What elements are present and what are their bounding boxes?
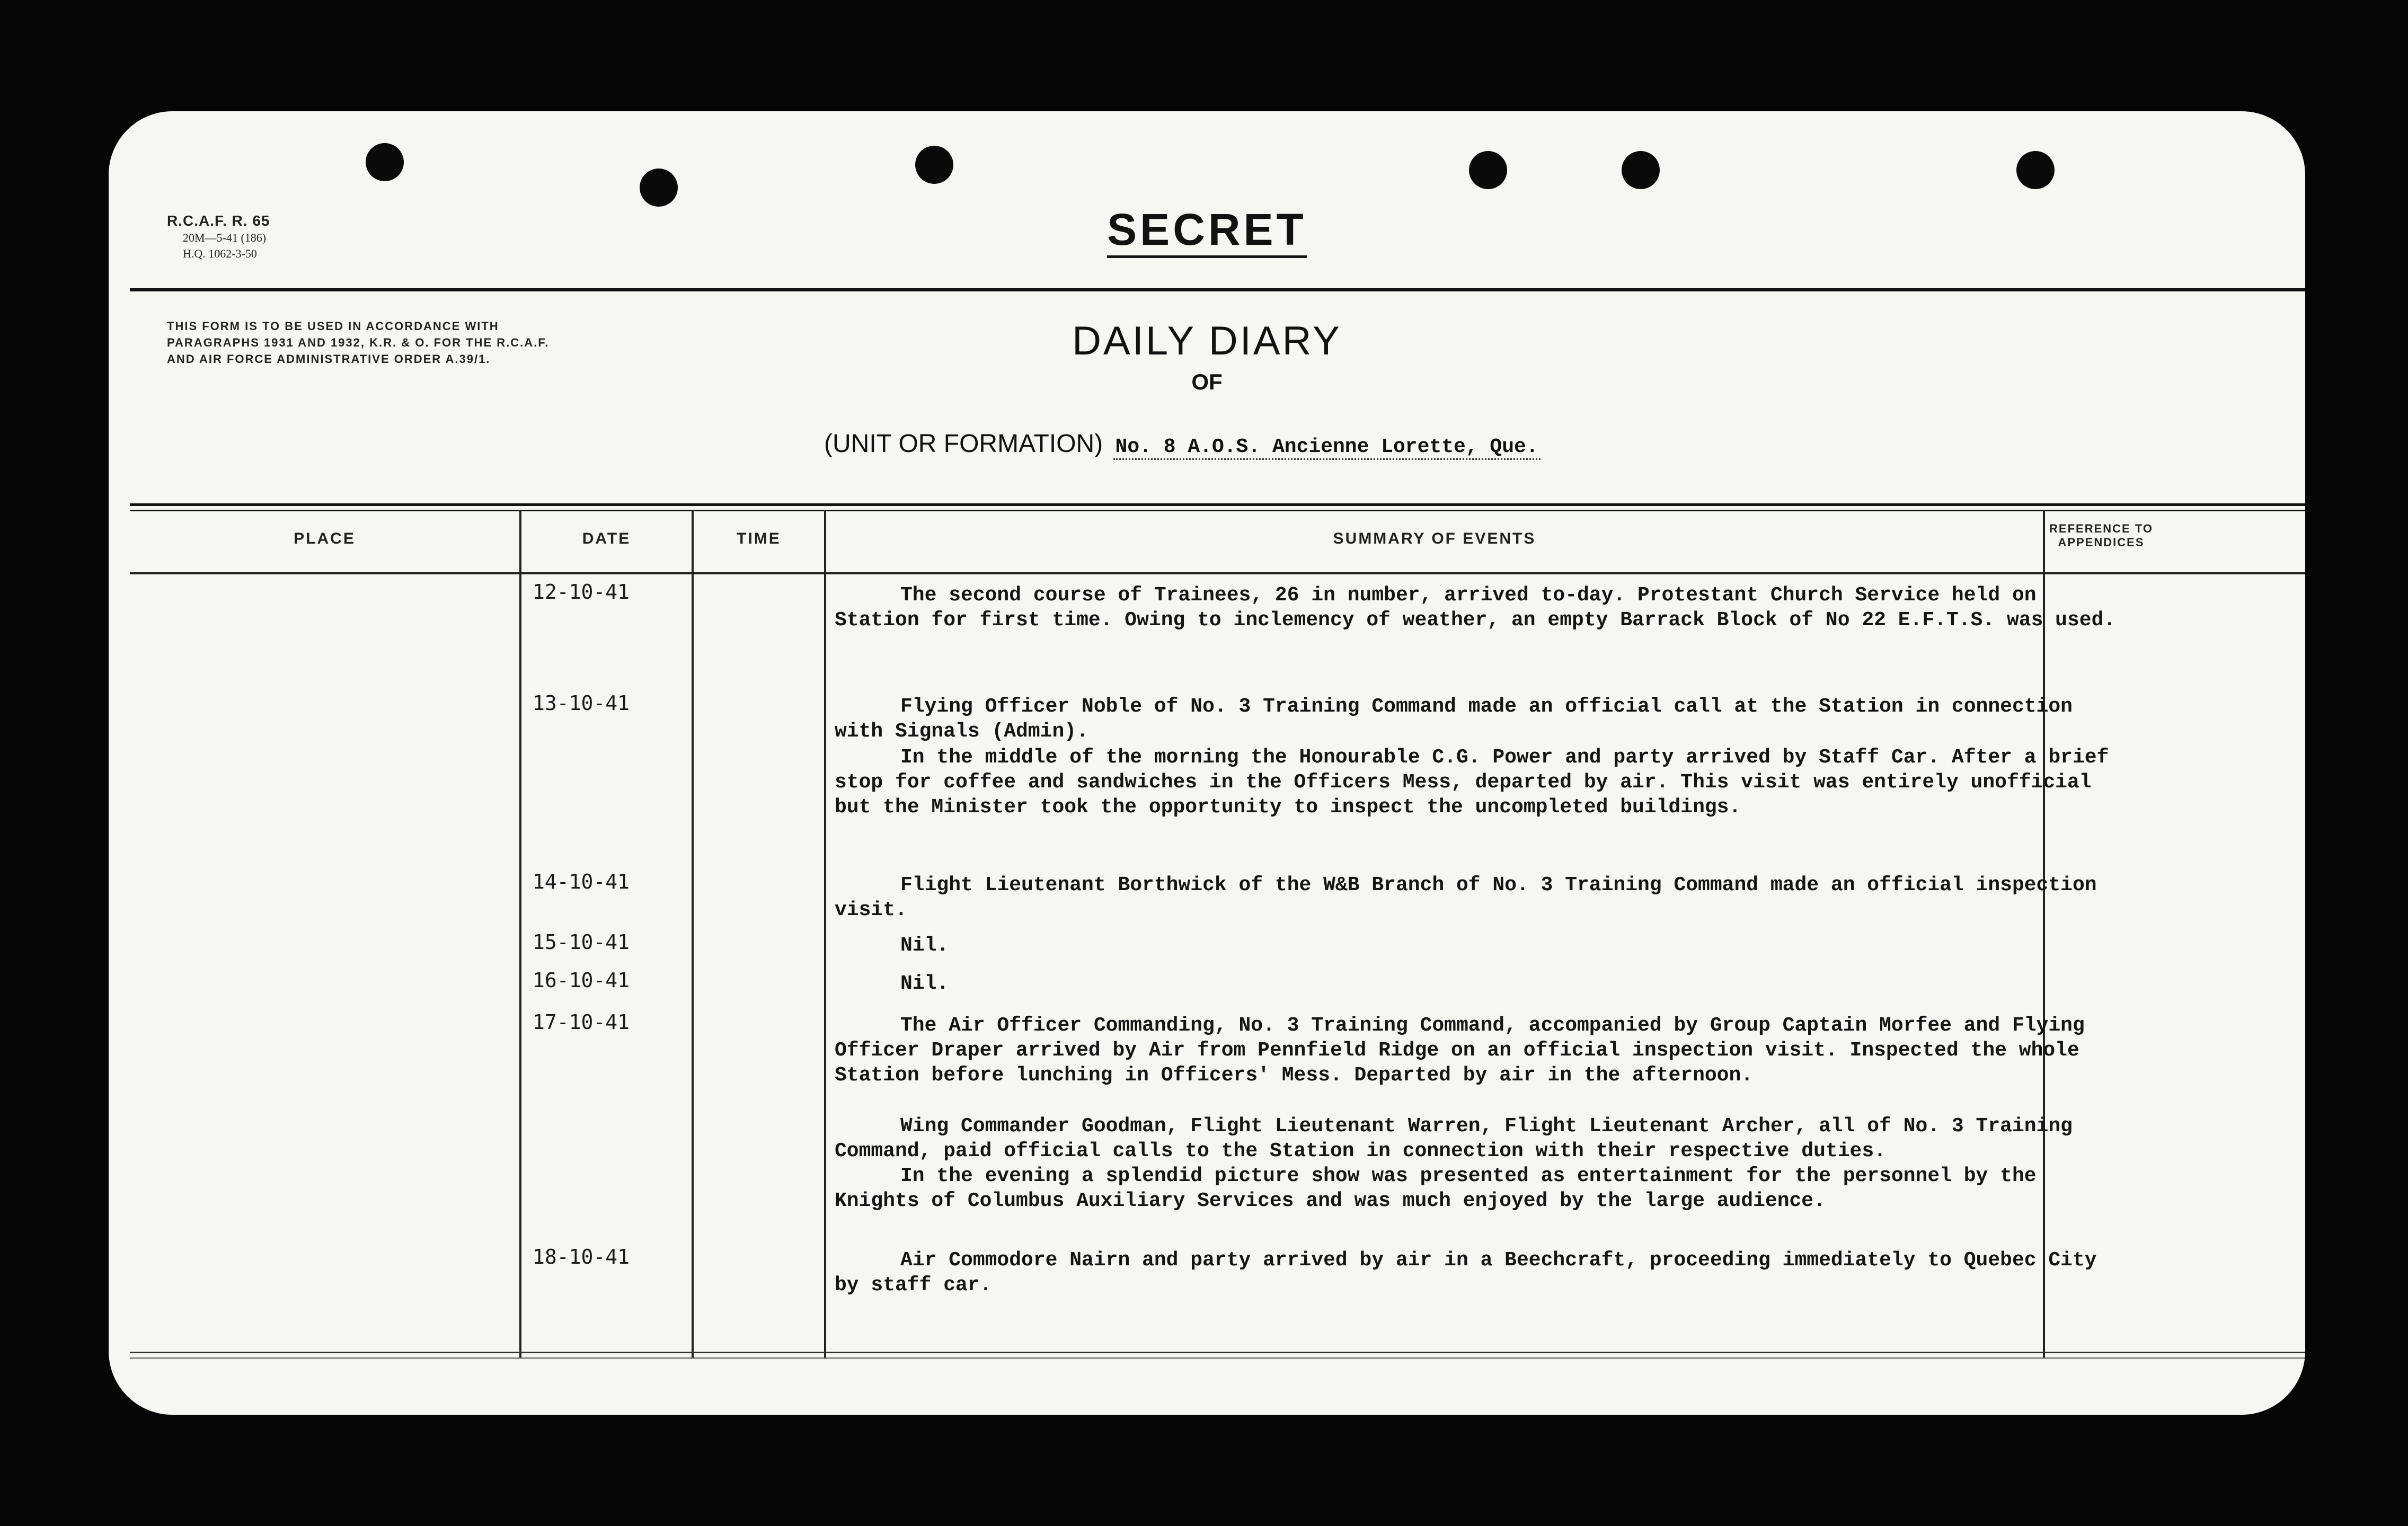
punch-hole [1469,151,1507,189]
column-header-place: PLACE [294,530,356,547]
entry-date: 15-10-41 [533,930,630,954]
column-header-summary: SUMMARY OF EVENTS [1333,530,1536,547]
punch-hole [640,168,678,207]
divider [130,1358,2305,1359]
entry-paragraph: In the middle of the morning the Honourable C.G. Power and party arrived by Staff Car. After a brief stop for coffee and sandwiches in the Officers Mess, departed by air. This visit was entirely unofficial but the Minister took the opportunity to inspect the uncompleted buildings. [835,746,2109,819]
divider [130,1352,2305,1353]
form-code-line: R.C.A.F. R. 65 [167,212,270,229]
column-divider [824,510,826,1358]
column-divider [519,510,521,1358]
unit-label: (UNIT OR FORMATION) [824,430,1103,458]
punch-hole [1622,151,1660,189]
entry-date: 13-10-41 [533,691,630,715]
column-header-date: DATE [582,530,631,547]
divider [130,288,2305,291]
entry-date: 12-10-41 [533,580,630,604]
column-header-time: TIME [737,530,781,547]
entry-paragraph: Nil. [900,934,949,957]
divider [130,510,2305,511]
entry-paragraph: The second course of Trainees, 26 in number, arrived to-day. Protestant Church Service held on Station for first time. Owing to inclemency of weather, an empty Barrack Block of No 22 E.F.T.S. was used. [835,584,2116,632]
divider [130,572,2305,574]
entry-date: 16-10-41 [533,969,630,992]
punch-hole [915,146,953,184]
form-code-line: H.Q. 1062-3-50 [183,247,257,260]
form-instructions: THIS FORM IS TO BE USED IN ACCORDANCE WITH PARAGRAPHS 1931 AND 1932, K.R. & O. FOR THE R.C.A.F. AND AIR FORCE ADMINISTRATIVE ORDER A.39/1. [167,320,550,366]
entry-paragraph: In the evening a splendid picture show was presented as entertainment for the personnel by the Knights of Columbus Auxiliary Services and was much enjoyed by the large audience. [835,1165,2037,1212]
entry-paragraph: Flight Lieutenant Borthwick of the W&B Branch of No. 3 Training Command made an official inspection visit. [835,874,2097,921]
entry-paragraph: The Air Officer Commanding, No. 3 Training Command, accompanied by Group Captain Morfee and Flying Officer Draper arrived by Air from Pennfield Ridge on an official inspection visit. Inspected the whole Station before lunching in Officers' Mess. Departed by air in the afternoon. [835,1014,2085,1087]
unit-row [824,429,1541,458]
column-divider [692,510,694,1358]
form-code-line: 20M—5-41 (186) [183,231,267,244]
classification-heading: SECRET [109,204,2305,255]
punch-hole [2016,151,2055,189]
page-title: DAILY DIARY [1072,318,1342,363]
column-header-reference: REFERENCE TO APPENDICES [2049,522,2153,549]
entry-date: 14-10-41 [533,870,630,893]
entry-paragraph: Air Commodore Nairn and party arrived by air in a Beechcraft, proceeding immediately to Quebec City by staff car. [835,1249,2097,1297]
entry-paragraph: Nil. [900,972,949,995]
unit-value: No. 8 A.O.S. Ancienne Lorette, Que. [1113,436,1541,460]
entry-date: 18-10-41 [533,1245,630,1268]
punch-hole [366,143,404,181]
entry-date: 17-10-41 [533,1010,630,1034]
diary-sheet [109,111,2305,1415]
divider [130,503,2305,506]
entry-paragraph: Flying Officer Noble of No. 3 Training Command made an official call at the Station in connection with Signals (Admin). [835,695,2073,743]
page-title-of: OF [1191,369,1223,394]
entry-paragraph: Wing Commander Goodman, Flight Lieutenant Warren, Flight Lieutenant Archer, all of No. 3 Training Command, paid official calls to the Station in connection with their respective duties. [835,1115,2073,1163]
